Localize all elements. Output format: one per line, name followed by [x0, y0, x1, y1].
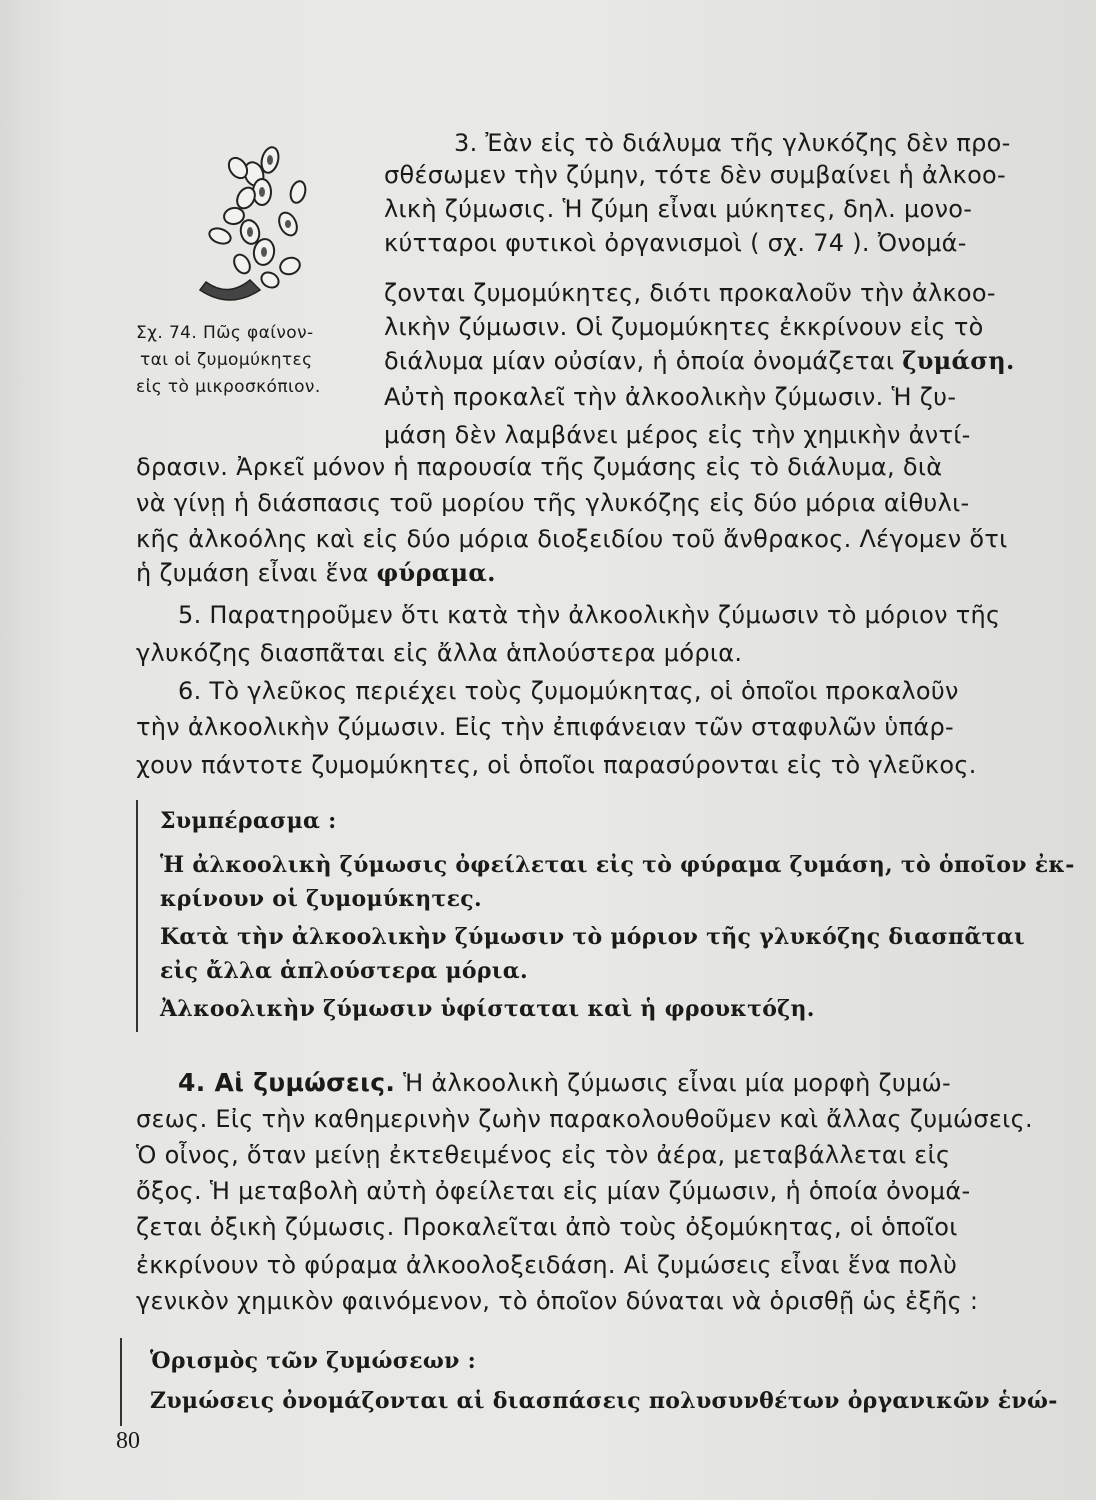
definition-line: Ζυμώσεις ὀνομάζονται αἱ διασπάσεις πολυσυνθέτων ὀργανικῶν ἑνώ-	[150, 1388, 1058, 1414]
section-title: 4. Αἱ ζυμώσεις.	[178, 1068, 396, 1097]
caption-line: Σχ. 74. Πῶς φαίνον-	[136, 323, 314, 343]
conclusion-line: Ἡ ἀλκοολικὴ ζύμωσις ὀφείλεται εἰς τὸ φύραμα ζυμάση, τὸ ὁποῖον ἐκ-	[160, 852, 1075, 878]
definition-heading: Ὁρισμὸς τῶν ζυμώσεων :	[150, 1348, 477, 1374]
text-line: μάση δὲν λαμβάνει μέρος εἰς τὴν χημικὴν ἀντί-	[384, 421, 971, 449]
text-line: νὰ γίνῃ ἡ διάσπασις τοῦ μορίου τῆς γλυκόζης εἰς δύο μόρια αἰθυλι-	[136, 489, 970, 517]
text-line: ὄξος. Ἡ μεταβολὴ αὐτὴ ὀφείλεται εἰς μίαν ζύμωσιν, ἡ ὁποία ὀνομά-	[136, 1177, 971, 1205]
conclusion-rule	[136, 800, 138, 1032]
conclusion-line: κρίνουν οἱ ζυμομύκητες.	[160, 886, 482, 912]
text-line: ζεται ὀξικὴ ζύμωσις. Προκαλεῖται ἀπὸ τοὺς ὀξομύκητας, οἱ ὁποῖοι	[136, 1213, 958, 1241]
enzyme-term: φύραμα.	[376, 558, 496, 587]
text-line: διάλυμα μίαν οὐσίαν, ἡ ὁποία ὀνομάζεται ζυμάση.	[384, 346, 1015, 375]
text-line: κύτταροι φυτικοὶ ὀργανισμοὶ ( σχ. 74 ). Ὀνομά-	[384, 229, 967, 257]
text-line: λικὴ ζύμωσις. Ἡ ζύμη εἶναι μύκητες, δηλ. μονο-	[384, 195, 973, 223]
text-line: τὴν ἀλκοολικὴν ζύμωσιν. Εἰς τὴν ἐπιφάνειαν τῶν σταφυλῶν ὑπάρ-	[136, 713, 954, 741]
conclusion-line: Ἀλκοολικὴν ζύμωσιν ὑφίσταται καὶ ἡ φρουκτόζη.	[160, 996, 815, 1022]
caption-line: εἰς τὸ μικροσκόπιον.	[136, 377, 321, 397]
text-line: Αὐτὴ προκαλεῖ τὴν ἀλκοολικὴν ζύμωσιν. Ἡ ζυ-	[384, 383, 957, 411]
text-line: ζονται ζυμομύκητες, διότι προκαλοῦν τὴν ἀλκοο-	[384, 279, 996, 307]
text-line: λικὴν ζύμωσιν. Οἱ ζυμομύκητες ἐκκρίνουν εἰς τὸ	[384, 313, 984, 341]
conclusion-heading: Συμπέρασμα :	[160, 808, 337, 834]
definition-rule	[120, 1338, 122, 1426]
text-line: ἐκκρίνουν τὸ φύραμα ἀλκοολοξειδάση. Αἱ ζυμώσεις εἶναι ἕνα πολὺ	[136, 1251, 958, 1279]
figure-caption	[136, 320, 386, 401]
text-line: Ὁ οἶνος, ὅταν μείνῃ ἐκτεθειμένος εἰς τὸν ἀέρα, μεταβάλλεται εἰς	[136, 1141, 951, 1169]
conclusion-line: Κατὰ τὴν ἀλκοολικὴν ζύμωσιν τὸ μόριον τῆς γλυκόζης διασπᾶται	[160, 924, 1025, 950]
text-line: 3. Ἐὰν εἰς τὸ διάλυμα τῆς γλυκόζης δὲν προ-	[454, 129, 1011, 157]
text-line: σθέσωμεν τὴν ζύμην, τότε δὲν συμβαίνει ἡ ἀλκοο-	[384, 161, 1006, 189]
enzyme-term: ζυμάση.	[902, 346, 1015, 375]
text-line: 5. Παρατηροῦμεν ὅτι κατὰ τὴν ἀλκοολικὴν ζύμωσιν τὸ μόριον τῆς	[178, 601, 1001, 629]
text-line: ἡ ζυμάση εἶναι ἕνα φύραμα.	[136, 558, 496, 587]
conclusion-line: εἰς ἄλλα ἁπλούστερα μόρια.	[160, 958, 528, 984]
page-number: 80	[116, 1428, 140, 1454]
text-line: κῆς ἀλκοόλης καὶ εἰς δύο μόρια διοξειδίου τοῦ ἄνθρακος. Λέγομεν ὅτι	[136, 525, 1008, 553]
text-line: 6. Τὸ γλεῦκος περιέχει τοὺς ζυμομύκητας, οἱ ὁποῖοι προκαλοῦν	[178, 677, 959, 705]
text-line: δρασιν. Ἀρκεῖ μόνον ἡ παρουσία τῆς ζυμάσης εἰς τὸ διάλυμα, διὰ	[136, 453, 943, 481]
text-line: χουν πάντοτε ζυμομύκητες, οἱ ὁποῖοι παρασύρονται εἰς τὸ γλεῦκος.	[136, 751, 977, 779]
text-line: γλυκόζης διασπᾶται εἰς ἄλλα ἁπλούστερα μόρια.	[136, 639, 743, 667]
caption-line: ται οἱ ζυμομύκητες	[140, 350, 313, 370]
text-line: γενικὸν χημικὸν φαινόμενον, τὸ ὁποῖον δύναται νὰ ὁρισθῇ ὡς ἑξῆς :	[136, 1287, 979, 1315]
section-heading-line: 4. Αἱ ζυμώσεις. Ἡ ἀλκοολικὴ ζύμωσις εἶναι μία μορφὴ ζυμώ-	[178, 1068, 951, 1097]
yeast-cells-drawing-icon	[190, 140, 330, 320]
text-line: σεως. Εἰς τὴν καθημερινὴν ζωὴν παρακολουθοῦμεν καὶ ἄλλας ζυμώσεις.	[136, 1105, 1033, 1133]
